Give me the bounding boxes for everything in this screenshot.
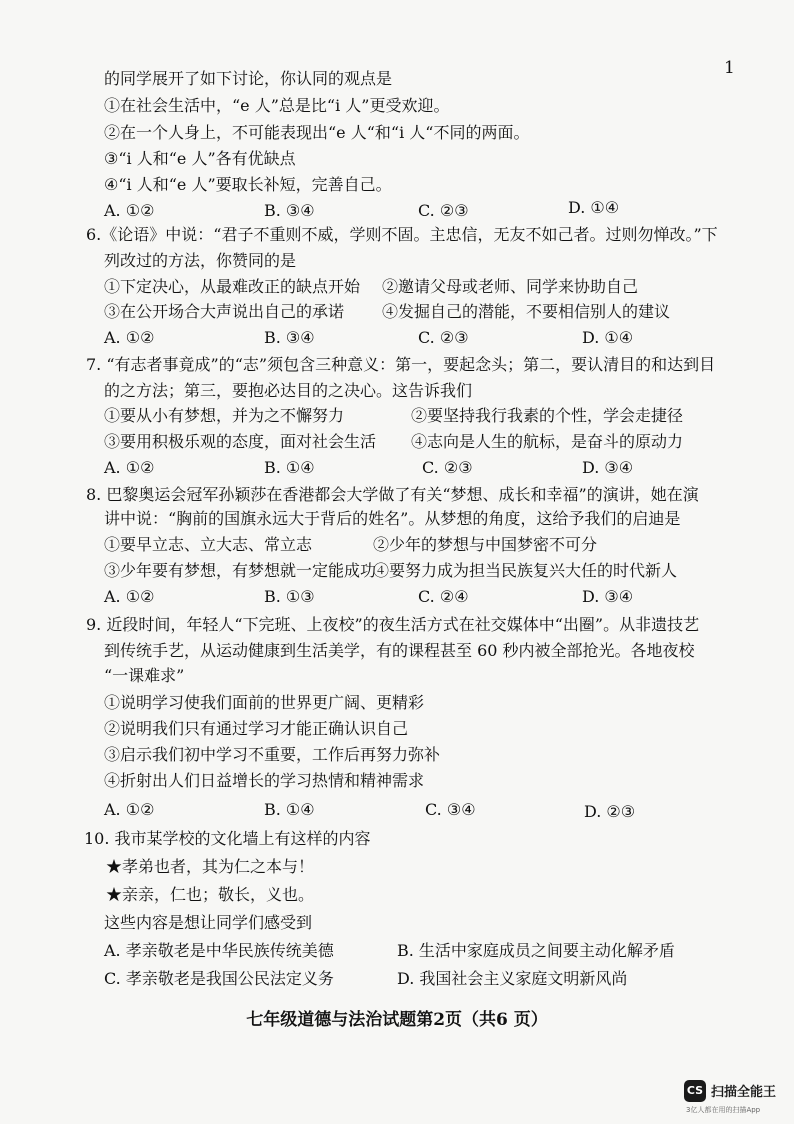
q6-statement-2: ②邀请父母或老师、同学来协助自己 bbox=[382, 277, 639, 296]
q8-statement-2: ②少年的梦想与中国梦密不可分 bbox=[373, 535, 598, 554]
q9-statement-3: ③启示我们初中学习不重要，工作后再努力弥补 bbox=[104, 745, 441, 764]
q7-statement-3: ③要用积极乐观的态度，面对社会生活 bbox=[104, 432, 377, 451]
q8-stem-line-1: 8. 巴黎奥运会冠军孙颖莎在香港都会大学做了有关“梦想、成长和幸福”的演讲，她在演 bbox=[86, 485, 699, 504]
q5-statement-3: ③“i 人和“e 人”各有优缺点 bbox=[104, 149, 296, 168]
q7-option-c: C. ②③ bbox=[422, 458, 473, 477]
q7-stem-line-2: 的之方法；第三，要抱必达目的之决心。这告诉我们 bbox=[104, 381, 473, 400]
q8-option-b: B. ①③ bbox=[264, 587, 315, 606]
q5-option-d: D. ①④ bbox=[568, 198, 620, 217]
q8-statement-4: ④要努力成为担当民族复兴大任的时代新人 bbox=[373, 561, 678, 580]
q5-intro: 的同学展开了如下讨论，你认同的观点是 bbox=[104, 69, 393, 88]
q6-option-c: C. ②③ bbox=[418, 328, 469, 347]
q7-option-a: A. ①② bbox=[104, 458, 155, 477]
q9-option-a: A. ①② bbox=[104, 800, 155, 819]
q10-quote-2: ★亲亲，仁也；敬长，义也。 bbox=[106, 885, 315, 904]
q6-option-a: A. ①② bbox=[104, 328, 155, 347]
scanner-watermark bbox=[684, 1080, 794, 1124]
scanner-tagline: 3亿人都在用的扫描App bbox=[686, 1106, 761, 1114]
page-number: 1 bbox=[724, 58, 735, 78]
q10-prompt: 这些内容是想让同学们感受到 bbox=[104, 913, 313, 932]
q5-option-c: C. ②③ bbox=[418, 201, 469, 220]
q10-option-d: D. 我国社会主义家庭文明新风尚 bbox=[397, 969, 628, 988]
q6-stem-line-2: 列改过的方法，你赞同的是 bbox=[104, 251, 297, 270]
q9-option-d: D. ②③ bbox=[584, 802, 636, 821]
scanner-logo-icon: CS bbox=[684, 1080, 706, 1102]
q6-stem-line-1: 6.《论语》中说：“君子不重则不威，学则不固。主忠信，无友不如己者。过则勿惮改。”下 bbox=[86, 225, 718, 244]
q5-statement-1: ①在社会生活中，“e 人”总是比“i 人”更受欢迎。 bbox=[104, 96, 450, 115]
q9-statement-2: ②说明我们只有通过学习才能正确认识自己 bbox=[104, 719, 409, 738]
q10-quote-1: ★孝弟也者，其为仁之本与！ bbox=[106, 857, 315, 876]
q8-option-c: C. ②④ bbox=[418, 587, 469, 606]
q7-option-b: B. ①④ bbox=[264, 458, 315, 477]
q5-statement-2: ②在一个人身上，不可能表现出“e 人“和“i 人“不同的两面。 bbox=[104, 123, 530, 142]
q7-option-d: D. ③④ bbox=[582, 458, 634, 477]
q8-option-d: D. ③④ bbox=[582, 587, 634, 606]
q10-option-a: A. 孝亲敬老是中华民族传统美德 bbox=[104, 941, 334, 960]
q8-stem-line-2: 讲中说：“胸前的国旗永远大于背后的姓名”。从梦想的角度，这给予我们的启迪是 bbox=[104, 509, 681, 528]
q9-stem-line-3: “一课难求” bbox=[104, 666, 185, 685]
q5-option-a: A. ①② bbox=[104, 201, 155, 220]
q6-statement-1: ①下定决心，从最难改正的缺点开始 bbox=[104, 277, 361, 296]
q7-statement-1: ①要从小有梦想，并为之不懈努力 bbox=[104, 406, 345, 425]
q6-option-d: D. ①④ bbox=[582, 328, 634, 347]
q9-option-c: C. ③④ bbox=[425, 800, 476, 819]
q9-stem-line-2: 到传统手艺，从运动健康到生活美学，有的课程甚至 60 秒内被全部抢光。各地夜校 bbox=[104, 641, 695, 660]
q6-statement-4: ④发掘自己的潜能，不要相信别人的建议 bbox=[382, 302, 671, 321]
q10-option-b: B. 生活中家庭成员之间要主动化解矛盾 bbox=[397, 941, 675, 960]
q5-statement-4: ④“i 人和“e 人”要取长补短，完善自己。 bbox=[104, 175, 392, 194]
q6-statement-3: ③在公开场合大声说出自己的承诺 bbox=[104, 302, 345, 321]
q9-statement-1: ①说明学习使我们面前的世界更广阔、更精彩 bbox=[104, 693, 425, 712]
q10-option-c: C. 孝亲敬老是我国公民法定义务 bbox=[104, 969, 334, 988]
scanner-app-name: 扫描全能王 bbox=[711, 1085, 777, 1100]
q8-option-a: A. ①② bbox=[104, 587, 155, 606]
q9-option-b: B. ①④ bbox=[264, 800, 315, 819]
q7-stem-line-1: 7. “有志者事竟成”的“志”须包含三种意义：第一，要起念头；第二，要认清目的和达到目 bbox=[86, 355, 716, 374]
page-footer: 七年级道德与法治试题第2页（共6 页） bbox=[246, 1010, 548, 1030]
q8-statement-3: ③少年要有梦想，有梦想就一定能成功 bbox=[104, 561, 377, 580]
q5-option-b: B. ③④ bbox=[264, 201, 315, 220]
q7-statement-2: ②要坚持我行我素的个性，学会走捷径 bbox=[411, 406, 684, 425]
q6-option-b: B. ③④ bbox=[264, 328, 315, 347]
q9-stem-line-1: 9. 近段时间，年轻人“下完班、上夜校”的夜生活方式在社交媒体中“出圈”。从非遗技艺 bbox=[86, 615, 700, 634]
q7-statement-4: ④志向是人生的航标，是奋斗的原动力 bbox=[411, 432, 684, 451]
q8-statement-1: ①要早立志、立大志、常立志 bbox=[104, 535, 313, 554]
q9-statement-4: ④折射出人们日益增长的学习热情和精神需求 bbox=[104, 771, 425, 790]
q10-stem: 10. 我市某学校的文化墙上有这样的内容 bbox=[84, 829, 371, 848]
